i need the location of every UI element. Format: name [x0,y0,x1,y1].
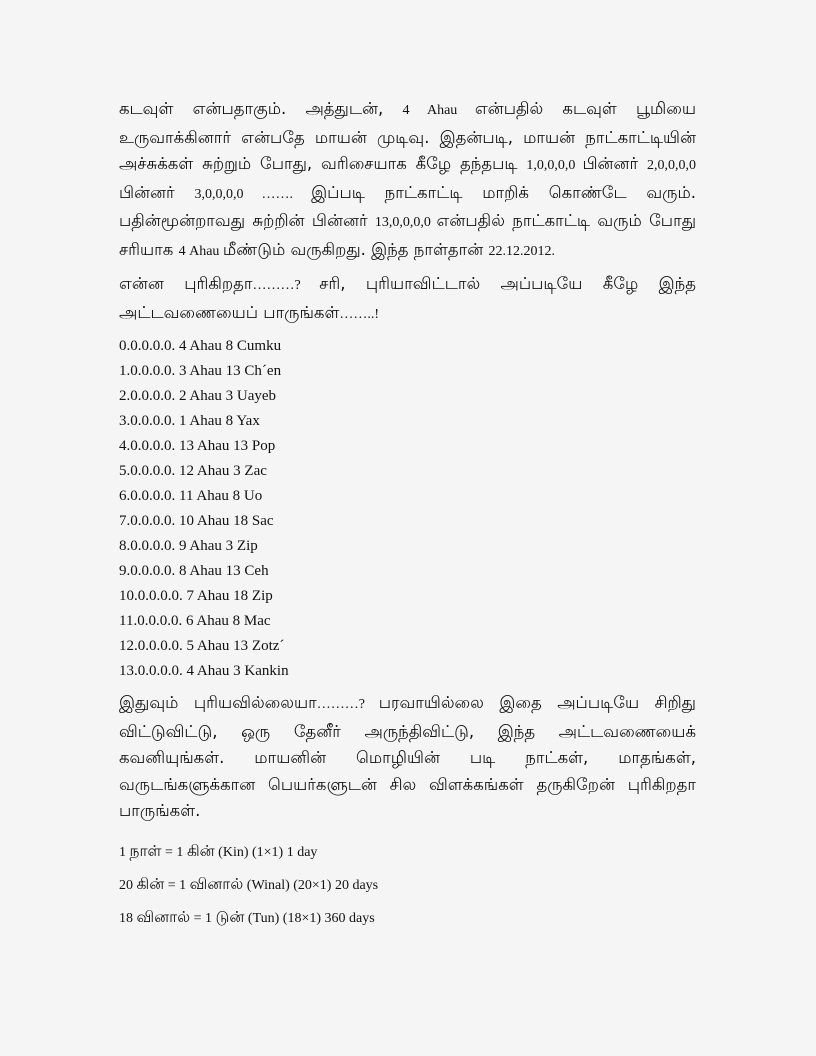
text-segment: ………? [252,278,320,293]
text-segment: என்பதில் நாட்காட்டி வரும் போது சரியாக [119,211,696,259]
text-segment: 13,0,0,0,0 [374,215,437,230]
text-segment: கின் [186,841,215,860]
text-segment: 22.12.2012. [488,243,555,259]
text-segment: இப்படி நாட்காட்டி மாறிக் கொண்டே வரும். பதின்மூன்றாவது சுற்றின் பின்னர் [119,182,697,230]
document-body [119,96,696,938]
text-segment: 1 [119,844,130,860]
paragraph-calendar-intro [119,96,696,265]
text-segment: = 1 [161,844,187,860]
text-segment: = 1 [164,877,190,893]
text-segment: வினால் [136,907,191,926]
definition-line [119,905,696,938]
text-segment: (Kin) (1×1) 1 day [214,844,318,860]
text-segment: = 1 [190,910,216,926]
table-row: 13.0.0.0.0. 4 Ahau 3 Kankin [119,663,289,679]
text-segment: 1,0,0,0,0 [526,158,583,173]
text-segment: கடவுள் என்பதாகும். அத்துடன், [119,99,403,118]
table-row: 11.0.0.0.0. 6 Ahau 8 Mac [119,613,271,629]
paragraph-understand-question [119,271,696,328]
text-segment: சரி, புரியாவிட்டால் அப்படியே கீழே இந்த அட்டவணையைப் பாருங்கள் [119,274,696,322]
text-segment: என்ன புரிகிறதா [119,274,253,293]
table-row: 9.0.0.0.0. 8 Ahau 13 Ceh [119,563,269,579]
definition-line [119,839,696,872]
table-row: 3.0.0.0.0. 1 Ahau 8 Yax [119,413,260,429]
definition-line [119,872,696,905]
table-row: 7.0.0.0.0. 10 Ahau 18 Sac [119,513,274,529]
unit-definitions [119,839,696,938]
table-row: 8.0.0.0.0. 9 Ahau 3 Zip [119,538,258,554]
long-count-table [119,334,696,684]
text-segment: 4 Ahau [402,103,475,118]
table-row: 2.0.0.0.0. 2 Ahau 3 Uayeb [119,388,277,404]
text-segment: 2,0,0,0,0 [647,158,696,173]
text-segment: நாள் [129,841,162,860]
text-segment: மீண்டும் வருகிறது. இந்த நாள்தான் [222,239,489,259]
text-segment: கின் [136,874,165,893]
text-segment: ………? [316,697,379,712]
text-segment: (Winal) (20×1) 20 days [243,877,379,893]
text-segment: ……..! [339,306,380,322]
text-segment: டுன் [215,907,245,926]
text-segment: வினால் [189,874,244,893]
table-row: 10.0.0.0.0. 7 Ahau 18 Zip [119,588,273,604]
table-row: 0.0.0.0.0. 4 Ahau 8 Cumku [119,338,282,354]
text-segment: பின்னர் [582,154,647,173]
text-segment: (Tun) (18×1) 360 days [244,910,375,926]
table-row: 5.0.0.0.0. 12 Ahau 3 Zac [119,463,267,479]
text-segment: என்பதில் கடவுள் பூமியை உருவாக்கினார் என்பதே மாயன் முடிவு. இதன்படி, மாயன் நாட்காட்டியின் அச்சுக்கள் சுற்றும் போது, வரிசையாக கீழே தந்தபடி [119,99,696,173]
text-segment: 18 [119,910,137,926]
text-segment: பின்னர் [119,182,195,202]
paragraph-explanation [119,690,696,825]
table-row: 4.0.0.0.0. 13 Ahau 13 Pop [119,438,276,454]
text-segment: 4 Ahau [178,243,223,259]
table-row: 12.0.0.0.0. 5 Ahau 13 Zotz´ [119,638,285,654]
table-row: 1.0.0.0.0. 3 Ahau 13 Ch´en [119,363,282,379]
text-segment: 3,0,0,0,0 ……. [194,186,312,202]
table-row: 6.0.0.0.0. 11 Ahau 8 Uo [119,488,263,504]
text-segment: 20 [119,877,137,893]
text-segment: இதுவும் புரியவில்லையா [119,693,317,712]
text-segment: பரவாயில்லை இதை அப்படியே சிறிது விட்டுவிட்டு, ஒரு தேனீர் அருந்திவிட்டு, இந்த அட்டவணையைக் கவனியுங்கள். மாயனின் மொழியின் படி நாட்கள், மாதங்கள், வருடங்களுக்கான பெயர்களுடன் சில விளக்கங்கள் தருகிறேன் புரிகிறதா பாருங்கள். [119,693,696,820]
